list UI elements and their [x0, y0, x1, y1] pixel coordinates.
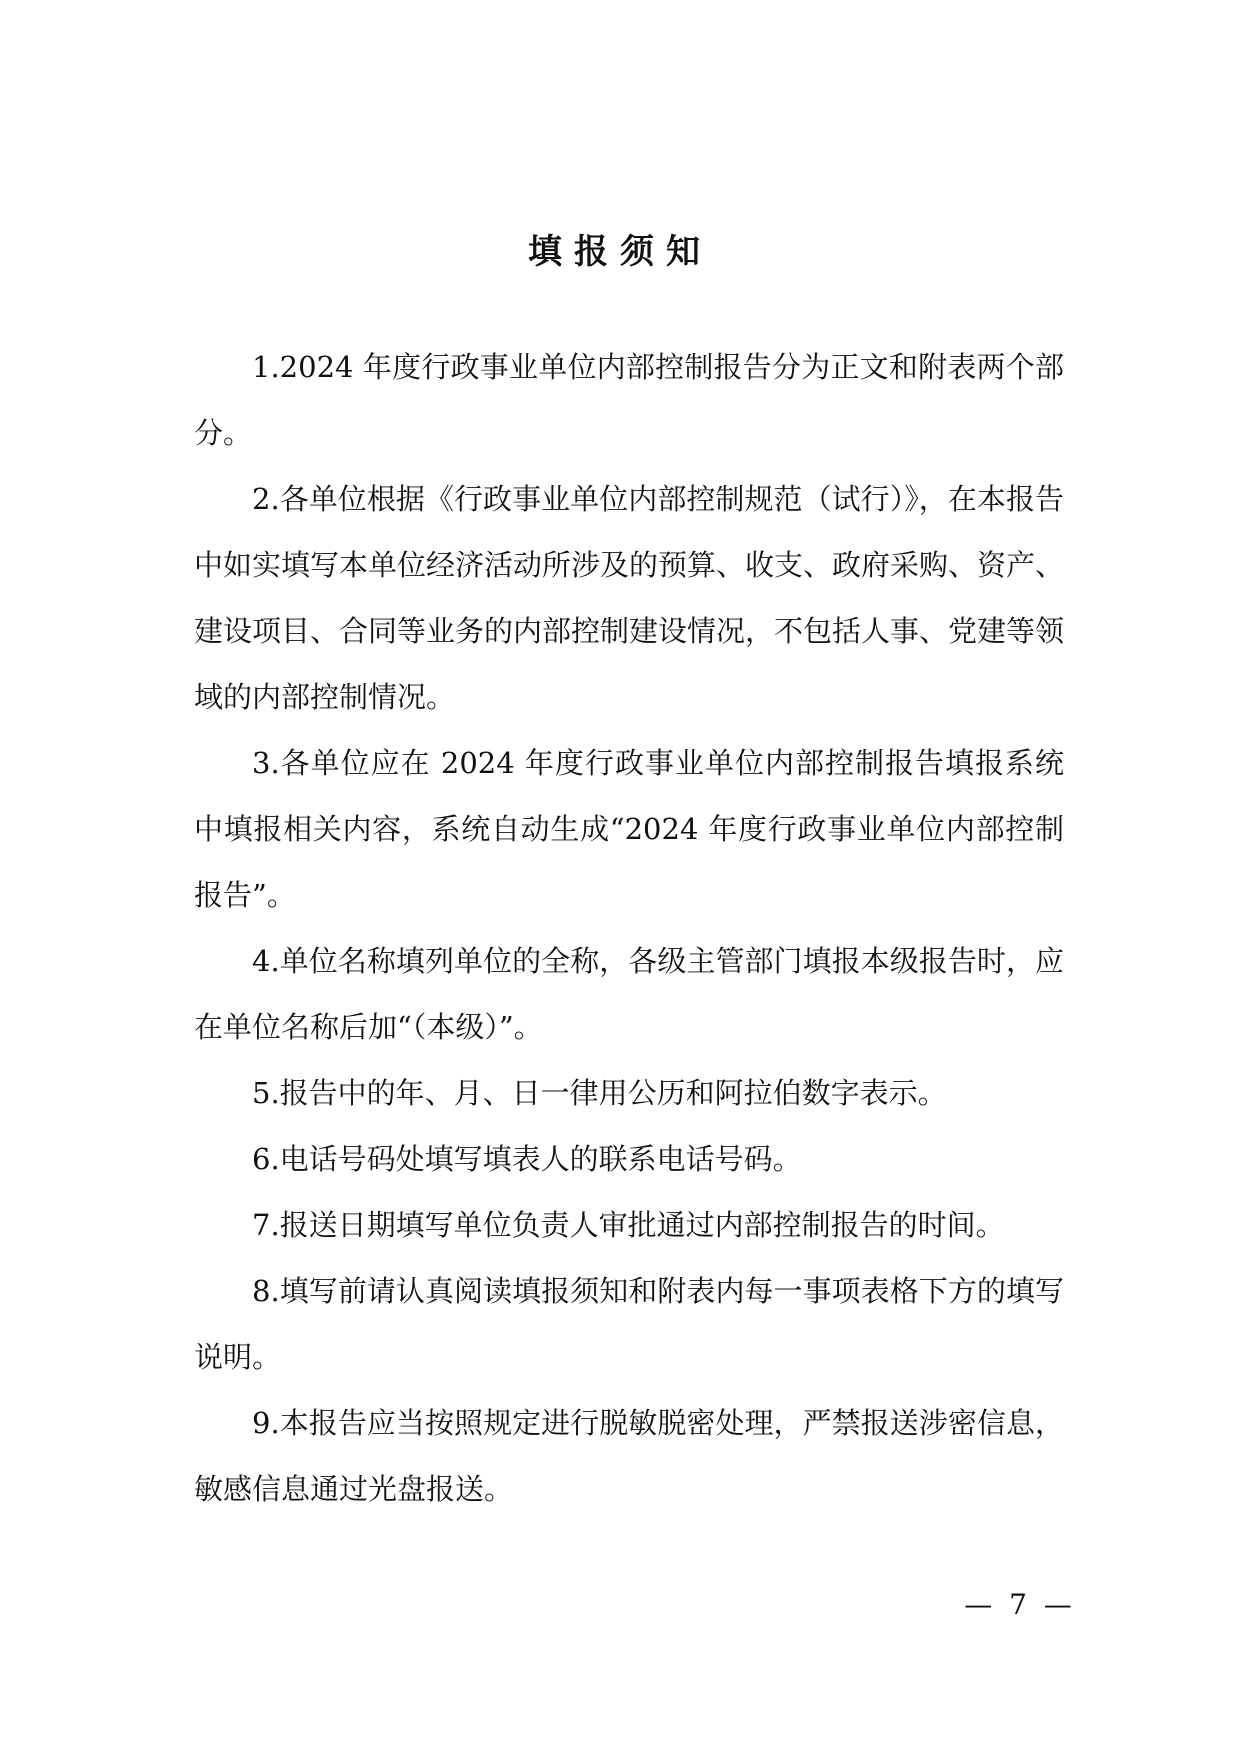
instruction-paragraph-5: 5.报告中的年、月、日一律用公历和阿拉伯数字表示。 [252, 1076, 947, 1110]
instructions-body [194, 334, 1064, 1522]
instruction-paragraph-1: 1.2024 年度行政事业单位内部控制报告分为正文和附表两个部分。 [194, 350, 1064, 450]
page-title: 填报须知 [528, 232, 712, 272]
instruction-paragraph-2: 2.各单位根据《行政事业单位内部控制规范（试行）》，在本报告中如实填写本单位经济活动所涉及的预算、收支、政府采购、资产、建设项目、合同等业务的内部控制建设情况，不包括人事、党建等领域的内部控制情况。 [194, 482, 1065, 714]
instruction-paragraph-7: 7.报送日期填写单位负责人审批通过内部控制报告的时间。 [252, 1208, 1005, 1242]
instruction-paragraph-3: 3.各单位应在 2024 年度行政事业单位内部控制报告填报系统中填报相关内容，系统自动生成“2024 年度行政事业单位内部控制报告”。 [194, 746, 1064, 912]
instruction-paragraph-9: 9.本报告应当按照规定进行脱敏脱密处理，严禁报送涉密信息，敏感信息通过光盘报送。 [194, 1406, 1064, 1506]
instruction-paragraph-8: 8.填写前请认真阅读填报须知和附表内每一事项表格下方的填写说明。 [194, 1274, 1064, 1374]
page-number: — 7 — [964, 1588, 1076, 1621]
instruction-paragraph-4: 4.单位名称填列单位的全称，各级主管部门填报本级报告时，应在单位名称后加“（本级）”。 [194, 944, 1064, 1044]
instruction-paragraph-6: 6.电话号码处填写填表人的联系电话号码。 [252, 1142, 802, 1176]
